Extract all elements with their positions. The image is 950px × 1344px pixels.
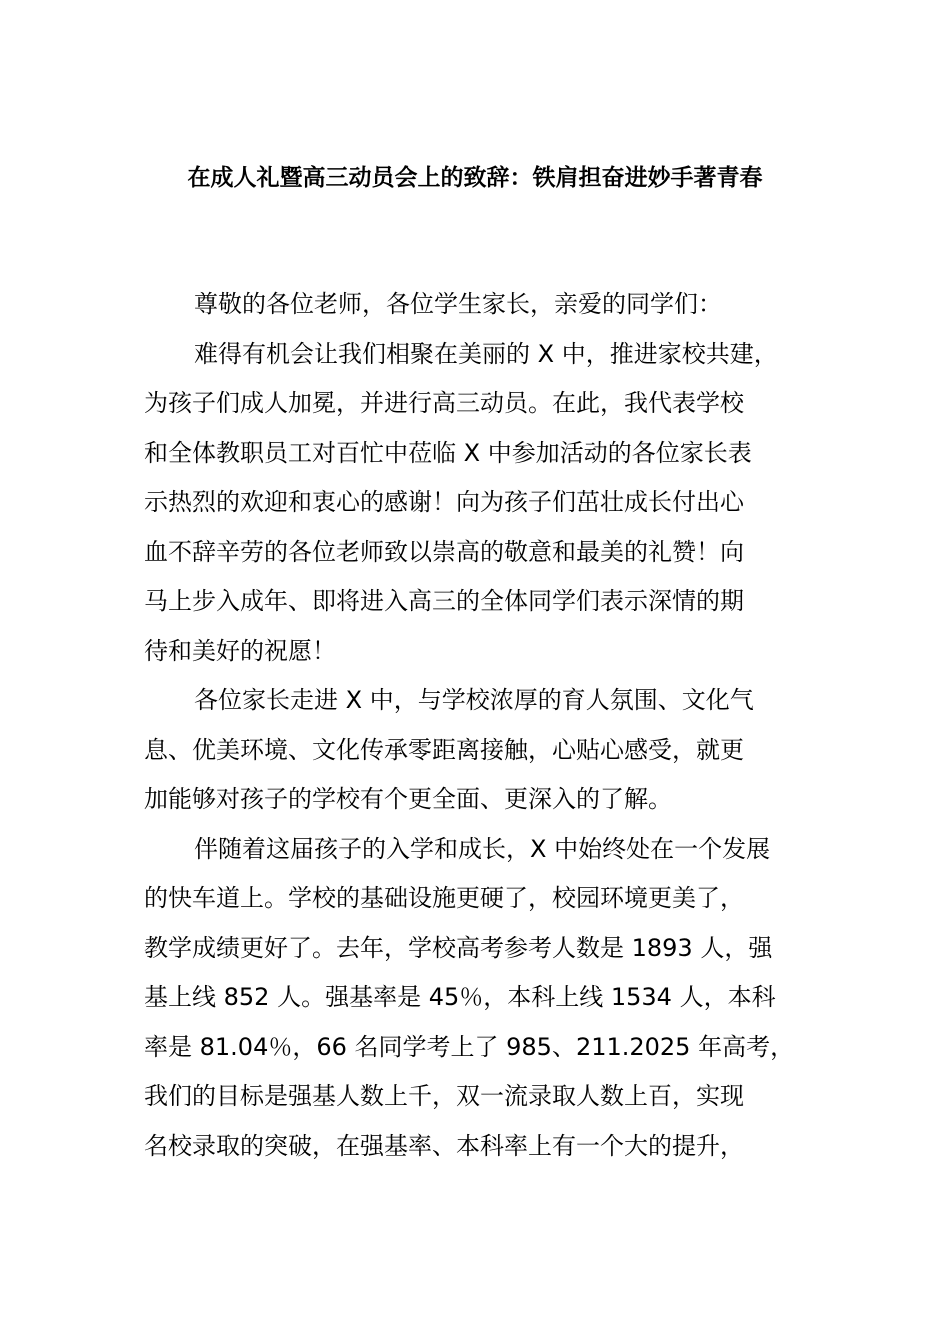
paragraph-line: 示热烈的欢迎和衷心的感谢！向为孩子们茁壮成长付出心: [144, 488, 744, 516]
paragraph-line: 难得有机会让我们相聚在美丽的 X 中，推进家校共建，: [194, 339, 778, 368]
document-body: [144, 280, 844, 1171]
paragraph-line: 教学成绩更好了。去年，学校高考参考人数是 1893 人，强: [144, 933, 773, 962]
paragraph-line: 马上步入成年、即将进入高三的全体同学们表示深情的期: [144, 587, 744, 615]
paragraph-line: 息、优美环境、文化传承零距离接触，心贴心感受，就更: [144, 735, 744, 764]
paragraph-line: 伴随着这届孩子的入学和成长，X 中始终处在一个发展: [194, 834, 771, 863]
paragraph-line: 基上线 852 人。强基率是 45％，本科上线 1534 人，本科: [144, 983, 776, 1011]
paragraph-line: 待和美好的祝愿！: [144, 636, 336, 665]
paragraph-line: 我们的目标是强基人数上千，双一流录取人数上百，实现: [144, 1082, 744, 1110]
document-title: 在成人礼暨高三动员会上的致辞：铁肩担奋进妙手著青春: [187, 165, 763, 191]
paragraph-line: 血不辞辛劳的各位老师致以崇高的敬意和最美的礼赞！向: [144, 537, 744, 566]
paragraph-line: 的快车道上。学校的基础设施更硬了，校园环境更美了，: [144, 884, 744, 912]
paragraph-line: 名校录取的突破，在强基率、本科率上有一个大的提升，: [144, 1131, 744, 1160]
paragraph-line: 加能够对孩子的学校有个更全面、更深入的了解。: [144, 785, 672, 813]
paragraph-line: 各位家长走进 X 中，与学校浓厚的育人氛围、文化气: [194, 686, 754, 714]
paragraph-line: 为孩子们成人加冕，并进行高三动员。在此，我代表学校: [144, 389, 744, 417]
paragraph-line: 率是 81.04％，66 名同学考上了 985、211.2025 年高考，: [144, 1032, 795, 1061]
paragraph-line: 和全体教职员工对百忙中莅临 X 中参加活动的各位家长表: [144, 438, 752, 467]
salutation-line: 尊敬的各位老师，各位学生家长，亲爱的同学们：: [194, 290, 722, 318]
